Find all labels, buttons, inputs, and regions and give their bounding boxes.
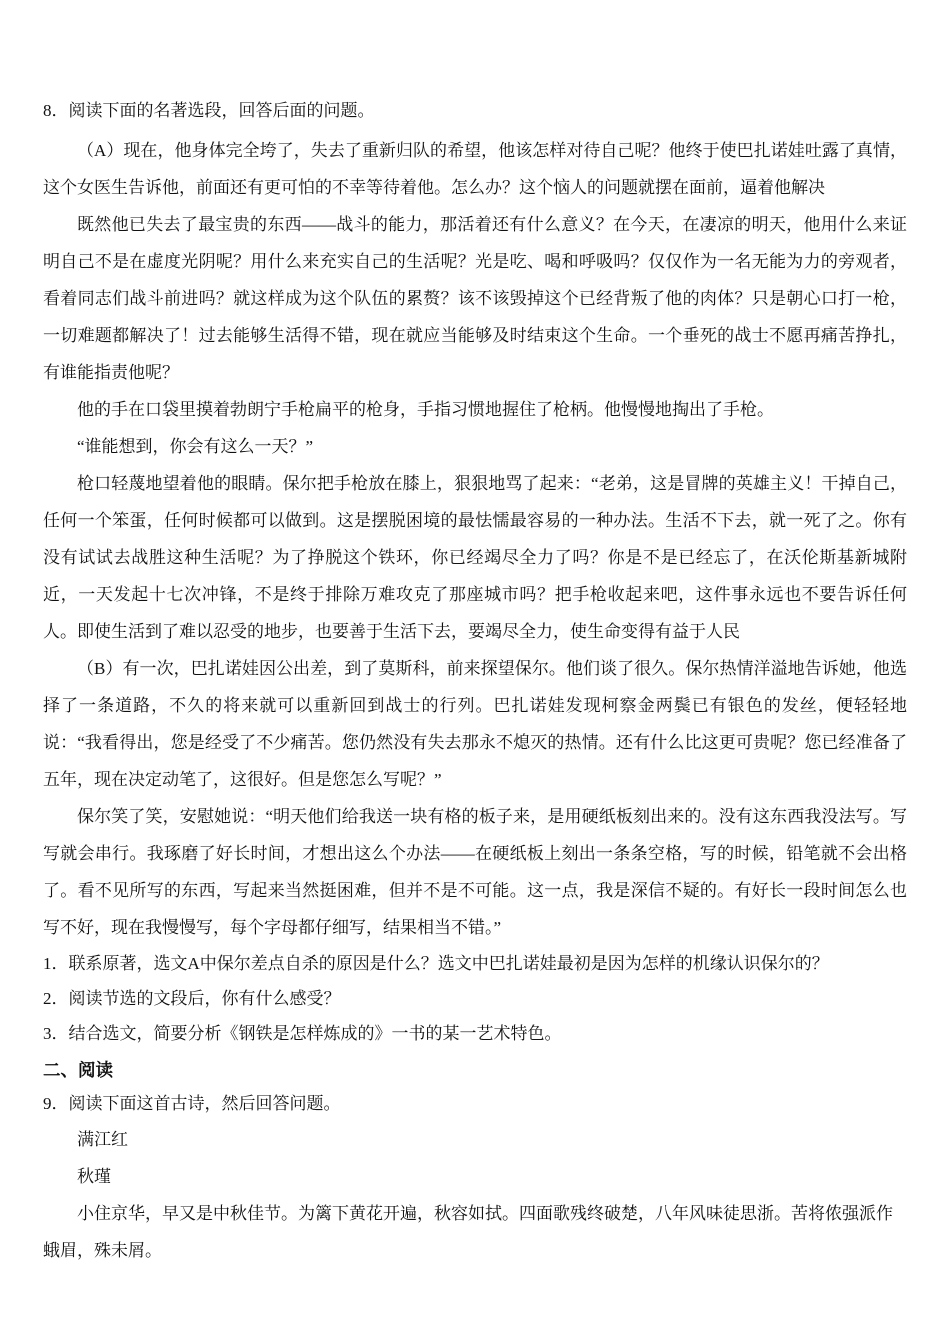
- poem-title: 满江红: [77, 1130, 128, 1149]
- poem-stanza-1: 小住京华，早又是中秋佳节。为篱下黄花开遍，秋容如拭。四面歌残终破楚，八年风味徒思浙。苦将侬强派作蛾眉，殊未屑。: [43, 1204, 893, 1260]
- excerpt-paragraph-pistol: 他的手在口袋里摸着勃朗宁手枪扁平的枪身，手指习惯地握住了枪柄。他慢慢地掏出了手枪。: [77, 400, 774, 419]
- excerpt-paragraph-a: （A）现在，他身体完全垮了，失去了重新归队的希望，他该怎样对待自己呢？他终于使巴扎诺娃吐露了真情，这个女医生告诉他，前面还有更可怕的不幸等待着他。怎么办？这个恼人的问题就摆在面前，逼着他解决: [43, 141, 907, 197]
- subquestion-3: 3．结合选文，简要分析《钢铁是怎样炼成的》一书的某一艺术特色。: [43, 1024, 562, 1043]
- excerpt-paragraph-quote: “谁能想到，你会有这么一天？”: [77, 437, 314, 456]
- excerpt-paragraph-b: （B）有一次，巴扎诺娃因公出差，到了莫斯科，前来探望保尔。他们谈了很久。保尔热情洋溢地告诉她，他选择了一条道路，不久的将来就可以重新回到战士的行列。巴扎诺娃发现柯察金两鬓已有银色的发丝，便轻轻地说：“我看得出，您是经受了不少痛苦。您仍然没有失去那永不熄灭的热情。还有什么比这更可贵呢？您已经准备了五年，现在决定动笔了，这很好。但是您怎么写呢？”: [43, 659, 907, 789]
- excerpt-paragraph-scold: 枪口轻蔑地望着他的眼睛。保尔把手枪放在膝上，狠狠地骂了起来：“老弟，这是冒牌的英雄主义！干掉自己，任何一个笨蛋，任何时候都可以做到。这是摆脱困境的最怯懦最容易的一种办法。生活不下去，就一死了之。你有没有试试去战胜这种生活呢？为了挣脱这个铁环，你已经竭尽全力了吗？你是不是已经忘了，在沃伦斯基新城附近，一天发起十七次冲锋，不是终于排除万难攻克了那座城市吗？把手枪收起来吧，这件事永远也不要告诉任何人。即使生活到了难以忍受的地步，也要善于生活下去，要竭尽全力，使生命变得有益于人民: [43, 474, 907, 641]
- question-8: 8．阅读下面的名著选段，回答后面的问题。: [43, 101, 375, 120]
- excerpt-paragraph-writing-board: 保尔笑了笑，安慰她说：“明天他们给我送一块有格的板子来，是用硬纸板刻出来的。没有这东西我没法写。写写就会串行。我琢磨了好长时间，才想出这么个办法——在硬纸板上刻出一条条空格，写的时候，铅笔就不会出格了。看不见所写的东西，写起来当然挺困难，但并不是不可能。这一点，我是深信不疑的。有好长一段时间怎么也写不好，现在我慢慢写，每个字母都仔细写，结果相当不错。”: [43, 807, 907, 937]
- excerpt-paragraph-despair: 既然他已失去了最宝贵的东西——战斗的能力，那活着还有什么意义？在今天，在凄凉的明天，他用什么来证明自己不是在虚度光阴呢？用什么来充实自己的生活呢？光是吃、喝和呼吸吗？仅仅作为一名无能为力的旁观者，看着同志们战斗前进吗？就这样成为这个队伍的累赘？该不该毁掉这个已经背叛了他的肉体？只是朝心口打一枪，一切难题都解决了！过去能够生活得不错，现在就应当能够及时结束这个生命。一个垂死的战士不愿再痛苦挣扎，有谁能指责他呢？: [43, 215, 907, 382]
- question-9: 9．阅读下面这首古诗，然后回答问题。: [43, 1094, 341, 1113]
- subquestion-2: 2．阅读节选的文段后，你有什么感受？: [43, 989, 341, 1008]
- subquestion-1: 1．联系原著，选文A中保尔差点自杀的原因是什么？选文中巴扎诺娃最初是因为怎样的机缘认识保尔的？: [43, 954, 829, 973]
- poem-author: 秋瑾: [77, 1167, 111, 1186]
- section-heading-reading: 二、阅读: [43, 1060, 113, 1080]
